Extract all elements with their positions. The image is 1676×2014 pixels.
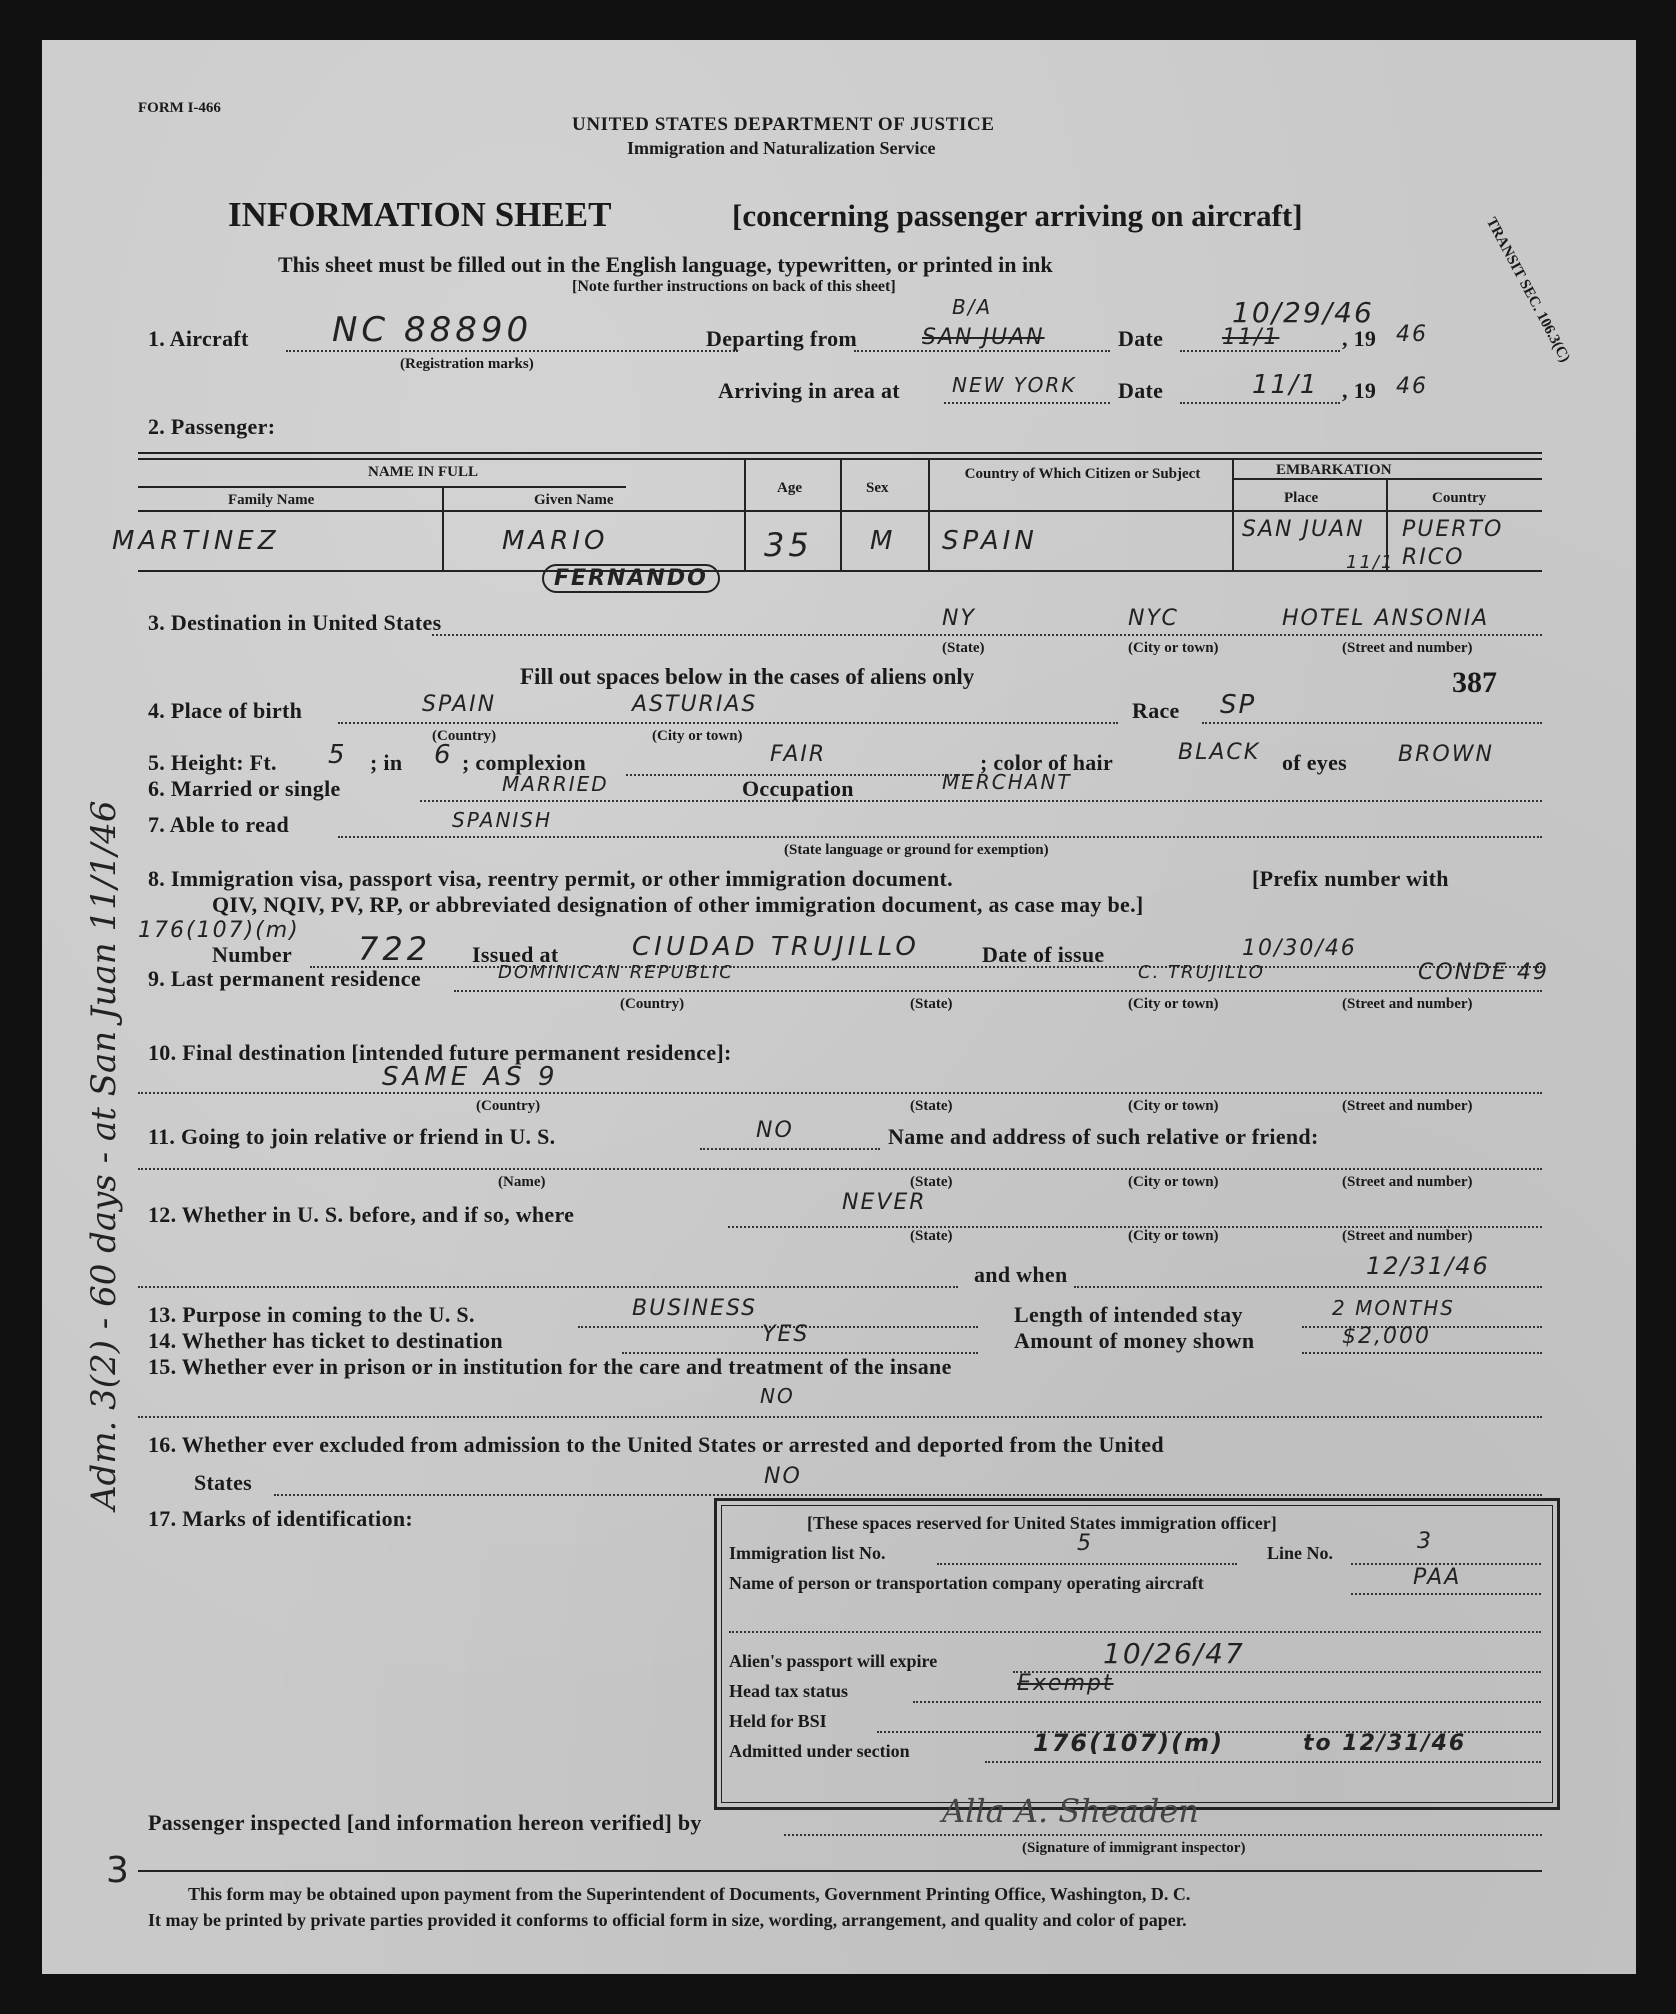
issued-at: CIUDAD TRUJILLO	[632, 932, 920, 962]
complexion-label: ; complexion	[462, 750, 586, 775]
arrival-date: 11/1	[1252, 370, 1319, 400]
header-embarkation: EMBARKATION	[1276, 462, 1392, 478]
eye-color: BROWN	[1398, 742, 1494, 767]
height-feet: 5	[328, 740, 349, 770]
list-number: 5	[1077, 1531, 1093, 1556]
officer-box	[714, 1498, 1560, 1810]
stay-value: 2 MONTHS	[1332, 1296, 1455, 1320]
company-value: PAA	[1413, 1565, 1462, 1590]
sublabel-city: (City or town)	[1128, 1098, 1219, 1114]
sheet-title-bracket: [concerning passenger arriving on aircraft]	[732, 198, 1303, 233]
join-value: NO	[756, 1118, 794, 1143]
sublabel-street: (Street and number)	[1342, 996, 1473, 1012]
eyes-label: of eyes	[1282, 750, 1348, 775]
passenger-age: 35	[764, 526, 813, 564]
birth-city: ASTURIAS	[632, 692, 758, 717]
passenger-citizenship: SPAIN	[942, 526, 1038, 556]
header-family-name: Family Name	[228, 492, 315, 508]
arriving-label: Arriving in area at	[718, 378, 900, 403]
arriving-value: NEW YORK	[952, 373, 1077, 397]
ticket-label: 14. Whether has ticket to destination	[148, 1328, 503, 1353]
sublabel-street: (Street and number)	[1342, 640, 1473, 656]
height-label: 5. Height: Ft.	[148, 750, 277, 775]
arrival-year-prefix: , 19	[1342, 378, 1377, 403]
issued-at-label: Issued at	[472, 942, 559, 967]
departure-date: 10/29/46	[1232, 296, 1374, 329]
margin-vertical-note: Adm. 3(2) - 60 days - at San Juan 11/1/46	[84, 800, 124, 1510]
destination-street: HOTEL ANSONIA	[1282, 606, 1490, 631]
inspected-label: Passenger inspected [and information hereon verified] by	[148, 1810, 702, 1835]
aircraft-label: 1. Aircraft	[148, 326, 249, 351]
agency-name: UNITED STATES DEPARTMENT OF JUSTICE	[572, 114, 995, 135]
head-tax-label: Head tax status	[729, 1681, 849, 1701]
held-bsi-label: Held for BSI	[729, 1711, 827, 1731]
sublabel-name: (Name)	[498, 1174, 546, 1190]
prison-label: 15. Whether ever in prison or in institution for the care and treatment of the insane	[148, 1354, 952, 1379]
header-country-citizen: Country of Which Citizen or Subject	[964, 466, 1201, 482]
marital-status: MARRIED	[502, 772, 609, 796]
admitted-section: 176(107)(m)	[1033, 1729, 1225, 1757]
inches-label: ; in	[370, 750, 403, 775]
officer-box-header: [These spaces reserved for United States immigration officer]	[807, 1513, 1277, 1533]
residence-street: CONDE 49	[1418, 960, 1549, 985]
prison-value: NO	[760, 1384, 795, 1408]
sublabel-city: (City or town)	[1128, 1174, 1219, 1190]
sublabel-state: (State)	[910, 1228, 953, 1244]
visa-margin-note: 176(107)(m)	[138, 918, 300, 943]
form-number: FORM I-466	[138, 100, 221, 116]
when-value: 12/31/46	[1366, 1252, 1490, 1280]
ticket-value: YES	[762, 1322, 810, 1347]
departing-overwrite: B/A	[952, 295, 993, 319]
final-destination-value: SAME AS 9	[382, 1062, 559, 1092]
before-value: NEVER	[842, 1190, 927, 1215]
passenger-given-name: MARIO	[502, 526, 609, 556]
married-label: 6. Married or single	[148, 776, 341, 801]
passport-expire-label: Alien's passport will expire	[729, 1651, 938, 1671]
departure-year-prefix: , 19	[1342, 326, 1377, 351]
transit-stamp: TRANSIT SEC. 106.3(C)	[1482, 215, 1573, 366]
race-label: Race	[1132, 698, 1180, 723]
sublabel-country: (Country)	[432, 728, 497, 744]
passport-expire: 10/26/47	[1103, 1637, 1245, 1670]
read-sublabel: (State language or ground for exemption)	[784, 842, 1049, 858]
visa-label-continued: QIV, NQIV, PV, RP, or abbreviated designation of other immigration document, as case may be.]	[212, 892, 1144, 917]
company-label: Name of person or transportation company operating aircraft	[729, 1573, 1204, 1593]
sublabel-street: (Street and number)	[1342, 1174, 1473, 1190]
relative-name-label: Name and address of such relative or friend:	[888, 1124, 1319, 1149]
birth-country: SPAIN	[422, 692, 497, 717]
sublabel-state: (State)	[910, 996, 953, 1012]
stay-label: Length of intended stay	[1014, 1302, 1243, 1327]
excluded-value: NO	[764, 1464, 802, 1489]
passenger-sex: M	[870, 526, 897, 556]
hair-label: ; color of hair	[980, 750, 1114, 775]
line-number: 3	[1417, 1529, 1433, 1554]
purpose-label: 13. Purpose in coming to the U. S.	[148, 1302, 475, 1327]
sublabel-country: (Country)	[476, 1098, 541, 1114]
destination-city: NYC	[1128, 606, 1179, 631]
form-sheet	[42, 40, 1636, 1974]
visa-number: 722	[358, 930, 432, 968]
visa-prefix: [Prefix number with	[1252, 866, 1449, 891]
departing-label: Departing from	[706, 326, 858, 351]
arrival-year: 46	[1396, 374, 1428, 399]
departure-date-struck: 11/1	[1222, 325, 1280, 350]
header-name-in-full: NAME IN FULL	[368, 464, 479, 480]
instruction-note: [Note further instructions on back of this sheet]	[572, 278, 896, 295]
destination-state: NY	[942, 606, 976, 631]
issue-date-label: Date of issue	[982, 942, 1105, 967]
admitted-until: to 12/31/46	[1303, 1731, 1467, 1756]
departure-date-label: Date	[1118, 326, 1164, 351]
embarkation-country: PUERTO RICO	[1402, 517, 1504, 570]
sublabel-city: (City or town)	[1128, 996, 1219, 1012]
aliens-only-header: Fill out spaces below in the cases of aliens only	[520, 664, 975, 689]
occupation-label: Occupation	[742, 776, 854, 801]
sublabel-state: (State)	[942, 640, 985, 656]
height-inches: 6	[434, 740, 455, 770]
head-tax-value: Exempt	[1017, 1671, 1114, 1696]
passenger-given-extra: FERNANDO	[542, 564, 720, 593]
sublabel-city: (City or town)	[1128, 1228, 1219, 1244]
page-number: 3	[106, 1850, 131, 1891]
residence-country: DOMINICAN REPUBLIC	[498, 962, 734, 983]
residence-city: C. TRUJILLO	[1138, 962, 1265, 983]
sublabel-city: (City or town)	[1128, 640, 1219, 656]
money-label: Amount of money shown	[1014, 1328, 1255, 1353]
service-name: Immigration and Naturalization Service	[627, 138, 936, 158]
registration-sublabel: (Registration marks)	[400, 356, 534, 372]
header-sex: Sex	[866, 480, 889, 496]
race-value: SP	[1220, 690, 1257, 720]
sheet-title: INFORMATION SHEET	[228, 195, 612, 234]
signature-sublabel: (Signature of immigrant inspector)	[1022, 1840, 1246, 1856]
visa-number-label: Number	[212, 942, 293, 967]
inspector-signature: Alla A. Sheaden	[942, 1792, 1199, 1830]
excluded-label: 16. Whether ever excluded from admission to the United States or arrested and deported from the United	[148, 1432, 1164, 1457]
instruction-line: This sheet must be filled out in the English language, typewritten, or printed in ink	[278, 252, 1053, 277]
departing-value: SAN JUAN	[922, 325, 1045, 350]
embarkation-date-note: 11/1	[1346, 552, 1395, 573]
read-language: SPANISH	[452, 808, 553, 832]
sublabel-city: (City or town)	[652, 728, 743, 744]
header-emb-place: Place	[1284, 490, 1319, 506]
arrival-date-label: Date	[1118, 378, 1164, 403]
birth-label: 4. Place of birth	[148, 698, 303, 723]
admitted-section-label: Admitted under section	[729, 1741, 910, 1761]
complexion-value: FAIR	[770, 742, 827, 767]
header-age: Age	[777, 480, 802, 496]
line-number-label: Line No.	[1267, 1543, 1334, 1563]
money-value: $2,000	[1342, 1324, 1431, 1349]
sublabel-country: (Country)	[620, 996, 685, 1012]
aircraft-registration: NC 88890	[332, 310, 533, 350]
hair-color: BLACK	[1178, 740, 1261, 765]
occupation-value: MERCHANT	[942, 770, 1072, 794]
footer-line-2: It may be printed by private parties provided it conforms to official form in size, wording, arrangement, and quality and color of paper.	[148, 1910, 1187, 1930]
read-label: 7. Able to read	[148, 812, 289, 837]
header-given-name: Given Name	[534, 492, 614, 508]
form-serial-number: 387	[1452, 666, 1497, 699]
destination-label: 3. Destination in United States	[148, 610, 442, 635]
sublabel-state: (State)	[910, 1098, 953, 1114]
purpose-value: BUSINESS	[632, 1296, 758, 1321]
before-label: 12. Whether in U. S. before, and if so, where	[148, 1202, 575, 1227]
join-label: 11. Going to join relative or friend in U. S.	[148, 1124, 556, 1149]
residence-label: 9. Last permanent residence	[148, 966, 421, 991]
sublabel-street: (Street and number)	[1342, 1098, 1473, 1114]
excluded-label-continued: States	[194, 1470, 253, 1495]
list-number-label: Immigration list No.	[729, 1543, 886, 1563]
when-label: and when	[974, 1262, 1068, 1287]
final-destination-label: 10. Final destination [intended future permanent residence]:	[148, 1040, 732, 1065]
sublabel-state: (State)	[910, 1174, 953, 1190]
footer-line-1: This form may be obtained upon payment from the Superintendent of Documents, Government Printing Office, Washington, D. C.	[188, 1884, 1191, 1904]
sublabel-street: (Street and number)	[1342, 1228, 1473, 1244]
header-emb-country: Country	[1432, 490, 1487, 506]
passenger-family-name: MARTINEZ	[112, 526, 280, 556]
passenger-label: 2. Passenger:	[148, 414, 276, 439]
marks-label: 17. Marks of identification:	[148, 1506, 414, 1531]
visa-label: 8. Immigration visa, passport visa, reentry permit, or other immigration document.	[148, 866, 953, 891]
issue-date: 10/30/46	[1242, 936, 1357, 961]
departure-year: 46	[1396, 322, 1428, 347]
embarkation-place: SAN JUAN	[1242, 517, 1365, 542]
